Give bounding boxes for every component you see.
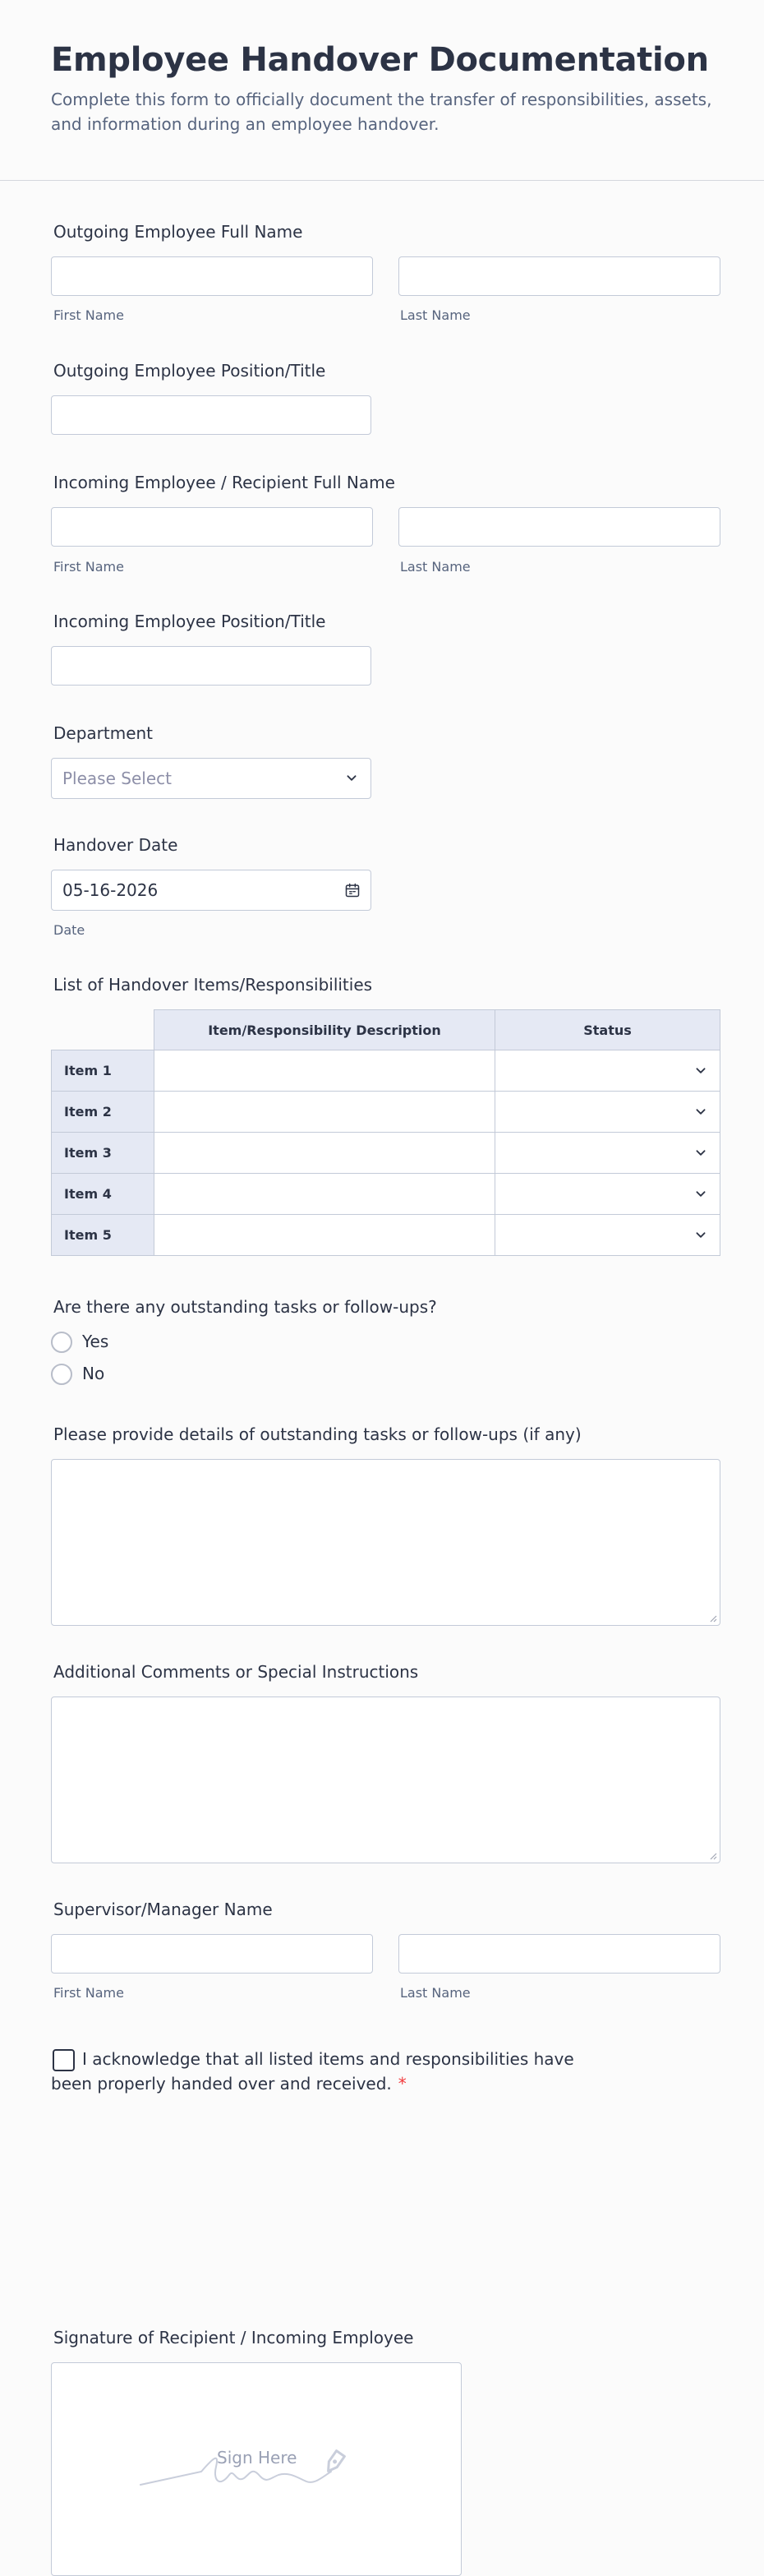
column-header-status: Status — [495, 1009, 720, 1050]
supervisor-first-name-input[interactable] — [51, 1934, 373, 1974]
incoming-last-name-input[interactable] — [398, 507, 720, 547]
outstanding-no-label[interactable]: No — [82, 1364, 105, 1383]
signature-label: Signature of Recipient / Incoming Employee — [53, 2328, 414, 2347]
outgoing-last-name-input[interactable] — [398, 256, 720, 296]
chevron-down-icon — [692, 1062, 710, 1080]
outgoing-name-label: Outgoing Employee Full Name — [53, 222, 303, 242]
department-placeholder: Please Select — [62, 769, 172, 788]
signature-pad[interactable] — [51, 2362, 462, 2576]
table-row — [51, 1050, 720, 1092]
supervisor-name-label: Supervisor/Manager Name — [53, 1900, 273, 1919]
handover-date-label: Handover Date — [53, 835, 178, 855]
status-select[interactable] — [495, 1173, 720, 1215]
page-title: Employee Handover Documentation — [51, 41, 709, 79]
incoming-first-name-input[interactable] — [51, 507, 373, 547]
calendar-icon[interactable] — [344, 882, 361, 898]
outstanding-details-label: Please provide details of outstanding tasks or follow-ups (if any) — [53, 1424, 582, 1444]
supervisor-last-name-sublabel: Last Name — [400, 1985, 471, 2001]
incoming-position-input[interactable] — [51, 646, 371, 686]
outstanding-tasks-label: Are there any outstanding tasks or follow-ups? — [53, 1297, 437, 1317]
chevron-down-icon — [692, 1185, 710, 1203]
chevron-down-icon — [692, 1144, 710, 1162]
handover-items-label: List of Handover Items/Responsibilities — [53, 975, 373, 995]
outstanding-yes-label[interactable]: Yes — [82, 1332, 109, 1351]
row-header: Item 1 — [51, 1050, 154, 1092]
chevron-down-icon — [692, 1226, 710, 1244]
table-row — [51, 1132, 720, 1174]
supervisor-first-name-sublabel: First Name — [53, 1985, 124, 2001]
outgoing-first-name-input[interactable] — [51, 256, 373, 296]
handover-date-input[interactable] — [51, 870, 371, 911]
outgoing-position-input[interactable] — [51, 395, 371, 435]
resize-grip-icon[interactable] — [707, 1850, 717, 1860]
acknowledge-label: I acknowledge that all listed items and responsibilities have been properly handed over and received. — [51, 2049, 574, 2094]
description-input[interactable] — [154, 1091, 495, 1133]
status-select[interactable] — [495, 1091, 720, 1133]
comments-textarea[interactable] — [51, 1697, 720, 1863]
row-header: Item 5 — [51, 1214, 154, 1256]
chevron-down-icon — [692, 1103, 710, 1121]
incoming-name-label: Incoming Employee / Recipient Full Name — [53, 473, 395, 492]
acknowledge-text[interactable] — [51, 2047, 610, 2096]
table-row — [51, 1173, 720, 1215]
status-select[interactable] — [495, 1214, 720, 1256]
description-input[interactable] — [154, 1132, 495, 1174]
row-header: Item 3 — [51, 1132, 154, 1174]
status-select[interactable] — [495, 1132, 720, 1174]
comments-label: Additional Comments or Special Instructions — [53, 1662, 419, 1682]
handover-date-value: 05-16-2026 — [62, 880, 159, 900]
department-select[interactable] — [51, 758, 371, 799]
row-header: Item 4 — [51, 1173, 154, 1215]
outstanding-yes-radio[interactable] — [51, 1332, 72, 1353]
description-input[interactable] — [154, 1050, 495, 1092]
signature-placeholder: Sign Here — [217, 2448, 297, 2468]
outgoing-position-label: Outgoing Employee Position/Title — [53, 361, 326, 381]
status-select[interactable] — [495, 1050, 720, 1092]
outstanding-no-radio[interactable] — [51, 1364, 72, 1385]
outgoing-last-name-sublabel: Last Name — [400, 307, 471, 323]
outgoing-first-name-sublabel: First Name — [53, 307, 124, 323]
description-input[interactable] — [154, 1214, 495, 1256]
incoming-position-label: Incoming Employee Position/Title — [53, 612, 326, 631]
supervisor-last-name-input[interactable] — [398, 1934, 720, 1974]
column-header-description: Item/Responsibility Description — [154, 1009, 495, 1050]
required-mark: * — [398, 2074, 407, 2094]
description-input[interactable] — [154, 1173, 495, 1215]
handover-date-sublabel: Date — [53, 922, 85, 938]
table-row — [51, 1091, 720, 1133]
chevron-down-icon — [343, 769, 361, 787]
incoming-first-name-sublabel: First Name — [53, 559, 124, 575]
incoming-last-name-sublabel: Last Name — [400, 559, 471, 575]
department-label: Department — [53, 723, 154, 743]
table-row — [51, 1214, 720, 1256]
outstanding-details-textarea[interactable] — [51, 1459, 720, 1626]
handover-items-table — [51, 1009, 720, 1260]
page-subtitle: Complete this form to officially document the transfer of responsibilities, assets, and information during an employee handover. — [51, 90, 712, 134]
form-header — [0, 0, 764, 181]
row-header: Item 2 — [51, 1091, 154, 1133]
resize-grip-icon[interactable] — [707, 1613, 717, 1623]
